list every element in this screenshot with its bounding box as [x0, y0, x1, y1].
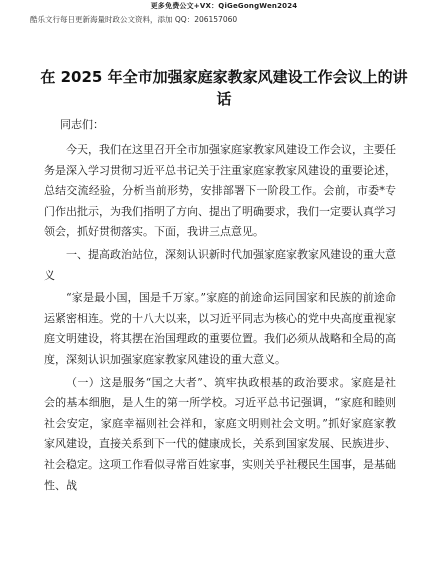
- document-title: 在 2025 年全市加强家庭家教家风建设工作会议上的讲话: [40, 68, 408, 108]
- header-promo-line: 更多免费公文+VX：QiGeGongWen2024: [150, 2, 298, 10]
- paragraph-quote: “家是最小国，国是千万家。”家庭的前途命运同国家和民族的前途命运紧密相连。党的十八大以来，以习近平同志为核心的党中央高度重视家庭文明建设，将其摆在治国理政的重要位置。我们必须从战略和全局的高度，深刻认识加强家庭家教家风建设的重大意义。: [44, 291, 396, 366]
- section-heading-1: 一、提高政治站位，深刻认识新时代加强家庭家教家风建设的重大意义: [44, 247, 396, 282]
- paragraph-intro: 今天，我们在这里召开全市加强家庭家教家风建设工作会议，主要任务是深入学习贯彻习近平总书记关于注重家庭家教家风建设的重要论述，总结交流经验，分析当前形势，安排部署下一阶段工作。会前，市委*专门作出批示，为我们指明了方向、提出了明确要求，我们一定要认真学习领会，抓好贯彻落实。下面，我讲三点意见。: [44, 143, 396, 239]
- greeting: 同志们：: [60, 118, 104, 131]
- header-contact-line: 酷乐文行每日更新海量时政公文资料，添加 QQ：206157060: [30, 15, 238, 24]
- document-body: [44, 140, 396, 498]
- paragraph-point-1: （一）这是服务“国之大者”、筑牢执政根基的政治要求。家庭是社会的基本细胞，是人生的第一所学校。习近平总书记强调，“家庭和睦则社会安定，家庭幸福则社会祥和，家庭文明则社会文明。”抓好家庭家教家风建设，直接关系到下一代的健康成长，关系到国家发展、民族进步、社会稳定。这项工作看似寻常百姓家事，实则关乎社稷民生国事，是基础性、战: [44, 375, 396, 492]
